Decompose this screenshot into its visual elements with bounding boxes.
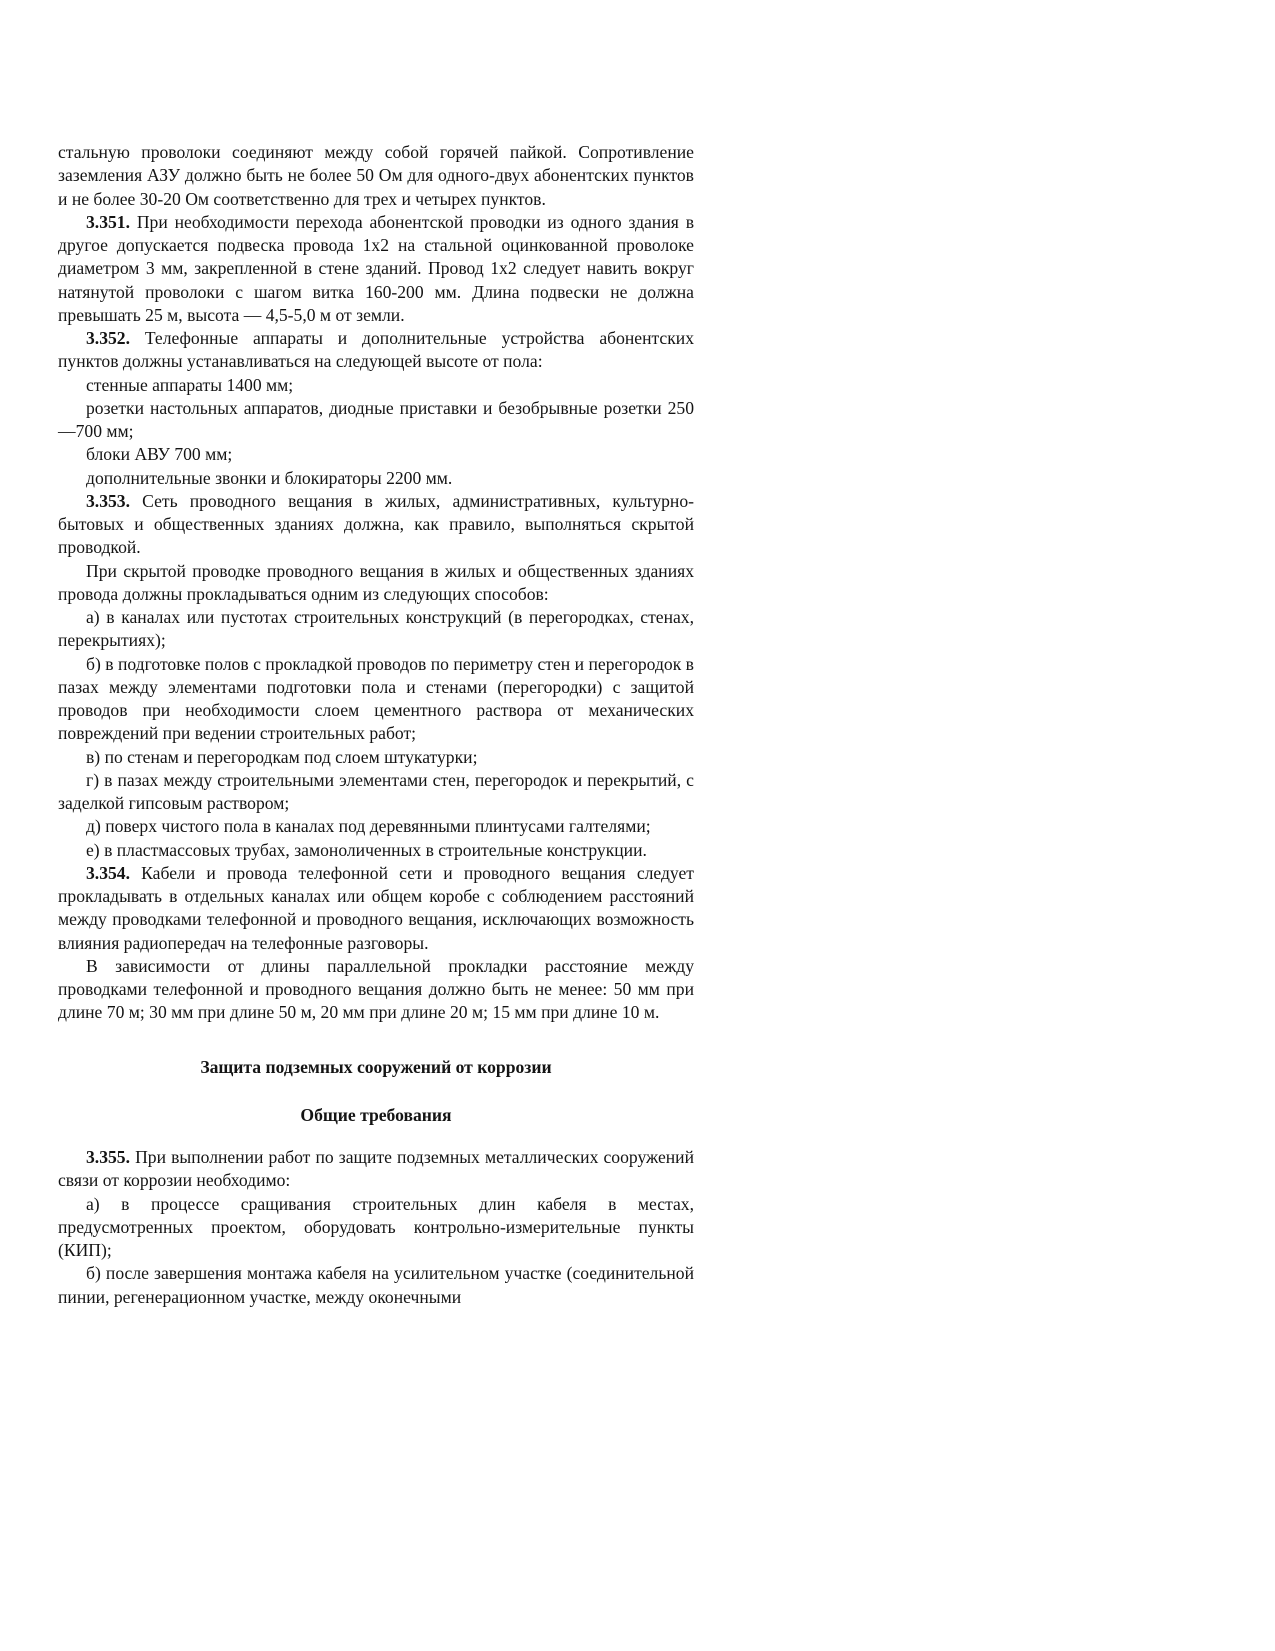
paragraph-text: При выполнении работ по защите подземных металлических сооружений связи от коррозии необходимо: — [58, 1147, 694, 1191]
paragraph-text: б) в подготовке полов с прокладкой проводов по периметру стен и перегородок в пазах между элементами подготовки пола и стенами (перегородки) с защитой проводов при необходимости слоем цементного раствора от механических повреждений при ведении строительных работ; — [58, 653, 694, 744]
list-item-a — [58, 606, 694, 653]
clause-3351 — [58, 211, 694, 327]
paragraph-text: стенные аппараты 1400 мм; — [86, 374, 294, 395]
paragraph-text: е) в пластмассовых трубах, замоноличенных в строительные конструкции. — [86, 839, 647, 860]
clause-3355 — [58, 1146, 694, 1193]
list-item-v — [58, 746, 694, 769]
paragraph-text: стальную проволоки соединяют между собой горячей пайкой. Сопротивление заземления АЗУ должно быть не более 50 Ом для одного-двух абонентских пунктов и не более 30-20 Ом соответственно для трех и четырех пунктов. — [58, 142, 694, 209]
paragraph-text: дополнительные звонки и блокираторы 2200 мм. — [86, 467, 453, 488]
list-item-avu-blocks — [58, 443, 694, 466]
clause-3353 — [58, 490, 694, 560]
clause-number: 3.355. — [86, 1147, 130, 1167]
list-item-b2 — [58, 1262, 694, 1309]
list-item-g — [58, 769, 694, 816]
list-item-sockets — [58, 397, 694, 444]
paragraph-text: в) по стенам и перегородкам под слоем штукатурки; — [86, 746, 478, 767]
paragraph-text: а) в процессе сращивания строительных длин кабеля в местах, предусмотренных проектом, оборудовать контрольно-измерительные пункты (КИП); — [58, 1193, 694, 1260]
paragraph-hidden-wiring — [58, 560, 694, 607]
clause-3352 — [58, 327, 694, 374]
paragraph-parallel-distance — [58, 955, 694, 1025]
paragraph-text: Телефонные аппараты и дополнительные устройства абонентских пунктов должны устанавливаться на следующей высоте от пола: — [58, 328, 694, 372]
list-item-extra-bells — [58, 467, 694, 490]
paragraph-text: г) в пазах между строительными элементами стен, перегородок и перекрытий, с заделкой гипсовым раствором; — [58, 769, 694, 813]
clause-number: 3.351. — [86, 211, 130, 232]
list-item-wall-sets — [58, 374, 694, 397]
paragraph-text: а) в каналах или пустотах строительных конструкций (в перегородках, стенах, перекрытиях); — [58, 607, 694, 651]
paragraph-text: розетки настольных аппаратов, диодные приставки и безобрывные розетки 250—700 мм; — [58, 397, 694, 441]
paragraph-text: б) после завершения монтажа кабеля на усилительном участке (соединительной пинии, регенерационном участке, между оконечными — [58, 1263, 694, 1307]
paragraph-text: В зависимости от длины параллельной прокладки расстояние между проводками телефонной и проводного вещания должно быть не менее: 50 мм при длине 70 м; 30 мм при длине 50 м, 20 мм при длине 20 м; 15 мм при длине 10 м. — [58, 955, 694, 1023]
paragraph-text: Сеть проводного вещания в жилых, административных, культурно-бытовых и общественных зданиях должна, как правило, выполняться скрытой проводкой. — [58, 490, 694, 558]
sub-heading-general-requirements: Общие требования — [300, 1104, 452, 1125]
paragraph-text: Кабели и провода телефонной сети и проводного вещания следует прокладывать в отдельных каналах или общем коробе с соблюдением расстояний между проводками телефонной и проводного вещания, исключающих возможность влияния радиопередач на телефонные разговоры. — [58, 862, 694, 953]
clause-number: 3.354. — [86, 862, 130, 883]
clause-number: 3.353. — [86, 490, 130, 511]
list-item-e — [58, 839, 694, 862]
section-heading-corrosion-protection: Защита подземных сооружений от коррозии — [200, 1056, 552, 1077]
document-page — [58, 141, 694, 1309]
clause-3354 — [58, 862, 694, 955]
paragraph-text: блоки АВУ 700 мм; — [86, 444, 233, 465]
list-item-d — [58, 815, 694, 838]
paragraph-text: При скрытой проводке проводного вещания в жилых и общественных зданиях провода должны прокладываться одним из следующих способов: — [58, 560, 694, 604]
list-item-a2 — [58, 1193, 694, 1263]
paragraph-text: д) поверх чистого пола в каналах под деревянными плинтусами галтелями; — [86, 816, 651, 837]
list-item-b — [58, 653, 694, 746]
paragraph-continuation — [58, 141, 694, 211]
paragraph-text: При необходимости перехода абонентской проводки из одного здания в другое допускается подвеска провода 1х2 на стальной оцинкованной проволоке диаметром 3 мм, закрепленной в стене зданий. Провод 1х2 следует навить вокруг натянутой проволоки с шагом витка 160-200 мм. Длина подвески не должна превышать 25 м, высота — 4,5-5,0 м от земли. — [58, 211, 694, 325]
clause-number: 3.352. — [86, 328, 130, 348]
